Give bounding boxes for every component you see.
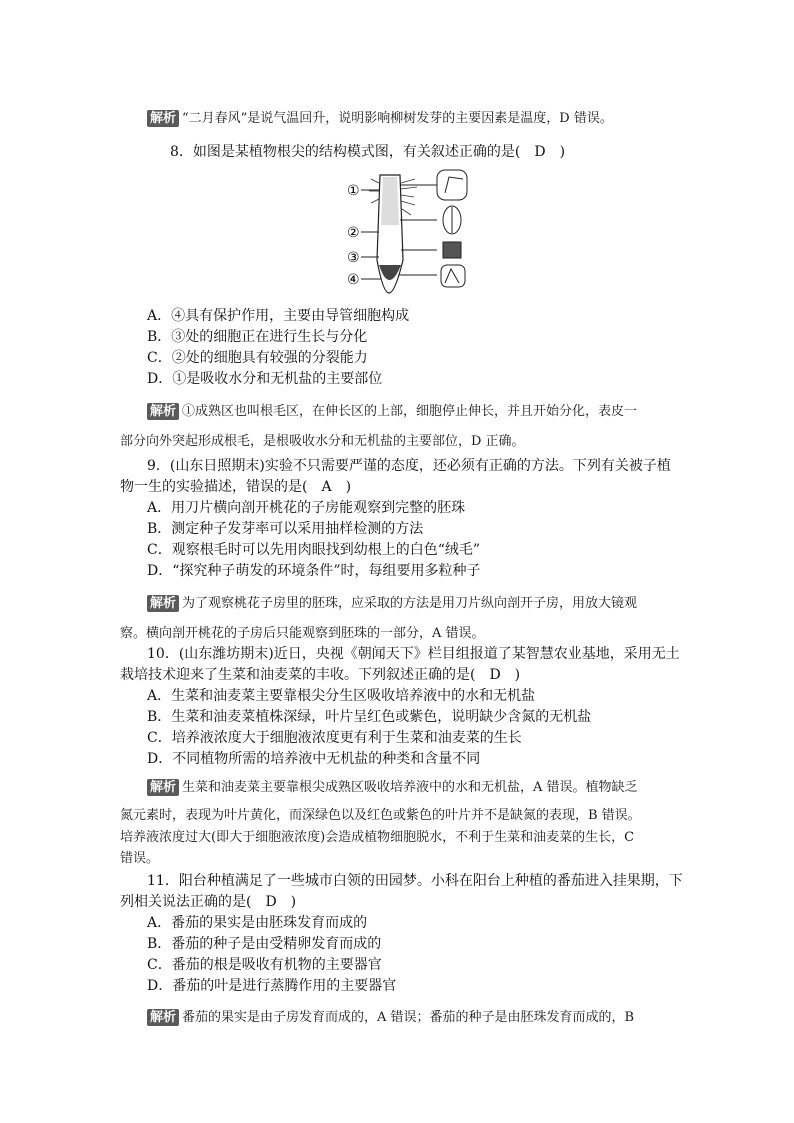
q10-option-a: A．生菜和油麦菜主要靠根尖分生区吸收培养液中的水和无机盐 (147, 688, 536, 704)
q8-option-b: B．③处的细胞正在进行生长与分化 (147, 329, 368, 345)
q11-option-c: C．番茄的根是吸收有机物的主要器官 (147, 957, 382, 973)
root-tip-diagram (345, 165, 485, 304)
answer-explanation-9: 解析 为了观察桃花子房里的胚珠，应采取的方法是用刀片纵向剖开子房，用放大镜观 (147, 595, 637, 613)
explanation-tag: 解析 (147, 595, 179, 612)
question-10-stem: 10．(山东潍坊期末)近日，央视《朝闻天下》栏目组报道了某智慧农业基地，采用无土 (147, 646, 680, 662)
answer-explanation-9-line2: 察。横向剖开桃花的子房后只能观察到胚珠的一部分，A 错误。 (120, 626, 485, 641)
question-11-stem-line2: 列相关说法正确的是( D ) (120, 894, 297, 910)
answer-explanation-10-line3: 培养液浓度过大(即大于细胞液浓度)会造成植物细胞脱水，不利于生菜和油麦菜的生长，C (120, 830, 635, 845)
answer-explanation-10-line2: 氮元素时，表现为叶片黄化，而深绿色以及红色或紫色的叶片并不是缺氮的表现，B 错误。 (120, 808, 641, 823)
answer-explanation-10: 解析 生菜和油麦菜主要靠根尖成熟区吸收培养液中的水和无机盐，A 错误。植物缺乏 (147, 779, 638, 797)
q9-option-b: B．测定种子发芽率可以采用抽样检测的方法 (147, 521, 424, 537)
question-10-stem-line2: 栽培技术迎来了生菜和油麦菜的丰收。下列叙述正确的是( D ) (120, 667, 521, 683)
question-9-stem-line2: 物一生的实验描述，错误的是( A ) (120, 479, 352, 495)
explanation-tag: 解析 (147, 779, 179, 796)
q11-option-b: B．番茄的种子是由受精卵发育而成的 (147, 936, 382, 952)
q11-option-d: D．番茄的叶是进行蒸腾作用的主要器官 (147, 978, 397, 994)
answer-explanation-8-line2: 部分向外突起形成根毛，是根吸收水分和无机盐的主要部位，D 正确。 (120, 434, 525, 449)
q9-option-a: A．用刀片横向剖开桃花的子房能观察到完整的胚珠 (147, 500, 466, 516)
label-2: ② (347, 225, 360, 241)
label-1: ① (347, 183, 360, 199)
question-8-stem: 8．如图是某植物根尖的结构模式图，有关叙述正确的是( D ) (170, 144, 566, 160)
question-11-stem: 11．阳台种植满足了一些城市白领的田园梦。小科在阳台上种植的番茄进入挂果期，下 (147, 873, 683, 889)
q10-option-d: D．不同植物所需的培养液中无机盐的种类和含量不同 (147, 751, 481, 767)
explanation-tag: 解析 (147, 403, 179, 420)
answer-explanation-11: 解析 番茄的果实是由子房发育而成的，A 错误；番茄的种子是由胚珠发育而成的，B (147, 1009, 634, 1027)
q8-option-a: A．④具有保护作用，主要由导管细胞构成 (147, 308, 410, 324)
answer-explanation-7: 解析 “二月春风”是说气温回升，说明影响柳树发芽的主要因素是温度，D 错误。 (147, 110, 613, 128)
q8-option-c: C．②处的细胞具有较强的分裂能力 (147, 350, 368, 366)
q9-option-d: D．“探究种子萌发的环境条件”时，每组要用多粒种子 (147, 563, 481, 579)
q10-option-c: C．培养液浓度大于细胞液浓度更有利于生菜和油麦菜的生长 (147, 730, 522, 746)
explanation-tag: 解析 (147, 1009, 179, 1026)
answer-explanation-8: 解析 ①成熟区也叫根毛区，在伸长区的上部，细胞停止伸长，并且开始分化，表皮一 (147, 403, 637, 421)
explanation-tag: 解析 (147, 110, 179, 127)
question-9-stem: 9．(山东日照期末)实验不只需要严谨的态度，还必须有正确的方法。下列有关被子植 (147, 458, 671, 474)
q8-option-d: D．①是吸收水分和无机盐的主要部位 (147, 371, 383, 387)
q10-option-b: B．生菜和油麦菜植株深绿，叶片呈红色或紫色，说明缺少含氮的无机盐 (147, 709, 592, 725)
q11-option-a: A．番茄的果实是由胚珠发育而成的 (147, 915, 368, 931)
answer-explanation-10-line4: 错误。 (120, 851, 160, 866)
label-3: ③ (347, 250, 360, 266)
label-4: ④ (347, 272, 360, 288)
q9-option-c: C．观察根毛时可以先用肉眼找到幼根上的白色“绒毛” (147, 542, 481, 558)
